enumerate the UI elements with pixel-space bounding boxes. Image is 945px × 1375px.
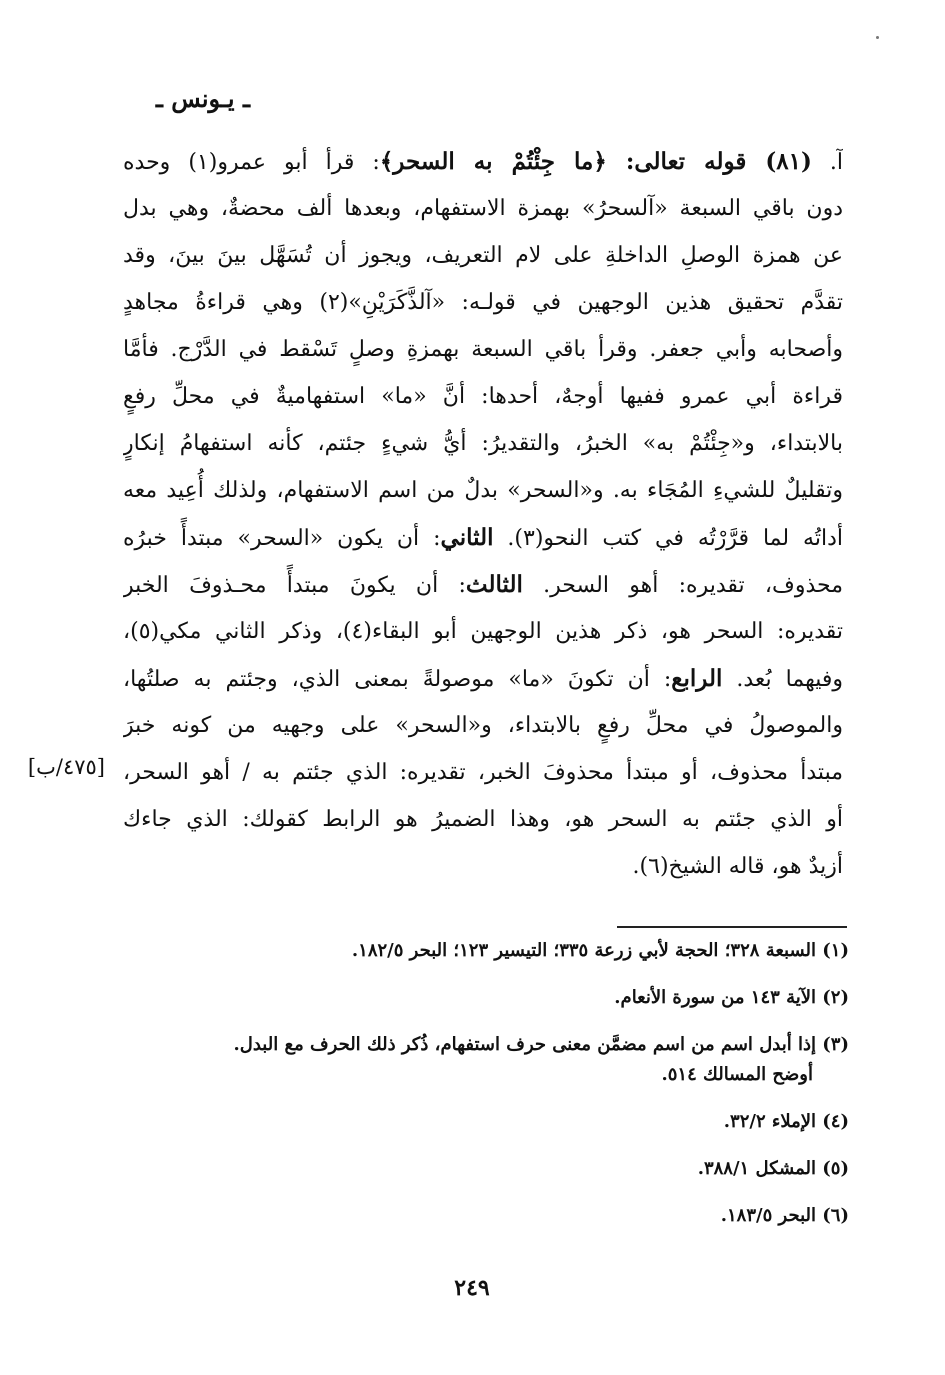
page-number: ٢٤٩: [454, 1275, 490, 1301]
footnote-3: (٣) إذا أبدل اسم من اسم مضمَّن معنى حرف استفهام، ذُكر ذلك الحرف مع البدل. أوضح المسالك ٥١٤.: [119, 1030, 849, 1090]
text-line-4: تقدَّم تحقيق هذين الوجهين في قولـه: «آلذَّكَرَيْنِ»(٢) وهي قراءةُ مجاهدٍ: [123, 290, 843, 315]
verse-heading: (٨١) قوله تعالى: ﴿ما جِئْتُمْ به السحر﴾: [379, 148, 812, 175]
text-line-11: تقديره: السحر هو، ذكر هذين الوجهين أبو البقاء(٤)، وذكر الثاني مكي(٥)،: [123, 619, 843, 644]
footnote-2: (٢) الآية ١٤٣ من سورة الأنعام.: [614, 987, 849, 1008]
running-header: ـ يـونس ـ: [155, 84, 250, 113]
footnote-3-continuation: أوضح المسالك ٥١٤.: [661, 1064, 813, 1085]
text-line-7: بالابتداء، و«جِئْتُمْ به» الخبرُ، والتقديرُ: أيُّ شيءٍ جئتم، كأنه استفهامُ إنكارٍ: [123, 431, 843, 456]
main-text: [123, 138, 843, 890]
footnote-6: (٦) البحر ١٨٣/٥.: [720, 1205, 849, 1226]
scan-speck: [876, 36, 879, 39]
text-line-12: وفيهما بُعد. الرابع: أن تكونَ «ما» موصولةً بمعنى الذي، وجئتم به صلتُها،: [123, 665, 843, 692]
text-line-9: أداتُه لما قرَّرْتُه في كتب النحو(٣). الثاني: أن يكون «السحر» مبتدأً خبرُه: [123, 524, 843, 551]
text-line-16: أزيدٌ هو، قاله الشيخ(٦).: [632, 854, 843, 879]
text-line-5: وأصحابه وأبي جعفر. وقرأ باقي السبعة بهمزةِ وصلٍ تَسْقط في الدَّرْج. فأمَّا: [123, 337, 843, 362]
footnotes: [119, 936, 849, 1248]
point-label-fourth: الرابع: [671, 665, 723, 692]
footnote-5: (٥) المشكل ٣٨٨/١.: [697, 1158, 849, 1179]
footnote-1: (١) السبعة ٣٢٨؛ الحجة لأبي زرعة ٣٣٥؛ التيسير ١٢٣؛ البحر ١٨٢/٥.: [351, 940, 849, 961]
text-line-1: آ. (٨١) قوله تعالى: ﴿ما جِئْتُمْ به السحر﴾: قرأ أبو عمرو(١) وحده: [123, 148, 843, 175]
text-line-3: عن همزة الوصلِ الداخلةِ على لام التعريف، ويجوز أن تُسَهَّل بينَ بينَ، وقد: [123, 243, 843, 268]
text-line-6: قراءة أبي عمرو ففيها أوجهٌ، أحدها: أنَّ «ما» استفهاميةٌ في محلِّ رفعٍ: [123, 384, 843, 409]
footnote-4: (٤) الإملاء ٣٢/٢.: [723, 1111, 849, 1132]
point-label-second: الثاني: [440, 524, 494, 551]
text-line-15: أو الذي جئتم به السحر هو، وهذا الضميرُ هو الرابط كقولك: الذي جاءك: [123, 807, 843, 832]
text-line-8: وتقليلٌ للشيءِ المُجَاء به. و«السحر» بدلٌ من اسم الاستفهام، ولذلك أُعِيد معه: [123, 478, 843, 503]
text-line-2: دون باقي السبعة «آلسحرُ» بهمزة الاستفهام، وبعدها ألف محضةٌ، وهي بدل: [123, 196, 843, 221]
text-line-10: محذوف، تقديره: أهو السحر. الثالث: أن يكونَ مبتدأً محـذوفَ الخبر: [123, 571, 843, 598]
manuscript-folio-marker: [٤٧٥/ب]: [27, 755, 105, 779]
text-line-14: مبتدأ محذوف، أو مبتدأ محذوفَ الخبر، تقديره: الذي جئتم به / أهو السحر،: [123, 760, 843, 785]
footnote-divider: [617, 926, 847, 928]
point-label-third: الثالث: [465, 571, 523, 598]
text-line-13: والموصولُ في محلِّ رفعٍ بالابتداء، و«السحر» على وجهيه من كونه خبرَ: [123, 713, 843, 738]
